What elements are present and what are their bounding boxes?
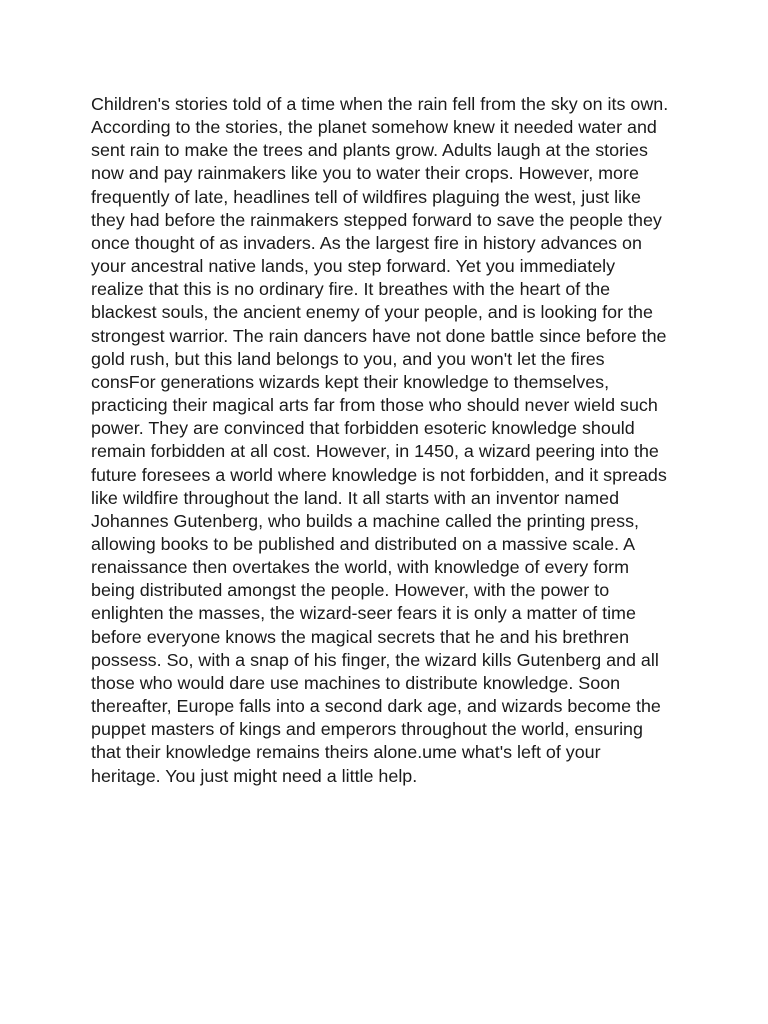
text-line: before everyone knows the magical secrets that he and his brethren (91, 626, 630, 647)
text-line: According to the stories, the planet somehow knew it needed water and (91, 117, 657, 138)
body-paragraph (91, 93, 691, 788)
text-line: thereafter, Europe falls into a second dark age, and wizards become the (91, 696, 661, 717)
text-line: strongest warrior. The rain dancers have not done battle since before the (91, 325, 667, 346)
text-line: being distributed amongst the people. However, with the power to (91, 580, 610, 601)
text-line: allowing books to be published and distributed on a massive scale. A (91, 533, 636, 554)
text-line: puppet masters of kings and emperors throughout the world, ensuring (91, 719, 643, 740)
text-line: future foresees a world where knowledge is not forbidden, and it spreads (91, 464, 667, 485)
text-line: they had before the rainmakers stepped forward to save the people they (91, 209, 662, 230)
text-line: those who would dare use machines to distribute knowledge. Soon (91, 672, 621, 693)
text-line: now and pay rainmakers like you to water their crops. However, more (91, 163, 639, 184)
text-line: consFor generations wizards kept their knowledge to themselves, (91, 371, 610, 392)
text-line: remain forbidden at all cost. However, in 1450, a wizard peering into the (91, 441, 659, 462)
text-line: possess. So, with a snap of his finger, the wizard kills Gutenberg and all (91, 649, 659, 670)
text-line: once thought of as invaders. As the largest fire in history advances on (91, 232, 642, 253)
text-line: that their knowledge remains theirs alone.ume what's left of your (91, 742, 601, 763)
text-line: Johannes Gutenberg, who builds a machine called the printing press, (91, 510, 639, 531)
text-line: Children's stories told of a time when the rain fell from the sky on its own. (91, 94, 669, 114)
text-line: like wildfire throughout the land. It all starts with an inventor named (91, 487, 620, 508)
text-line: heritage. You just might need a little help. (91, 765, 418, 786)
text-line: power. They are convinced that forbidden esoteric knowledge should (91, 418, 635, 439)
text-line: gold rush, but this land belongs to you, and you won't let the fires (91, 348, 605, 369)
text-line: your ancestral native lands, you step forward. Yet you immediately (91, 256, 616, 277)
text-line: blackest souls, the ancient enemy of your people, and is looking for the (91, 302, 653, 323)
text-line: enlighten the masses, the wizard-seer fears it is only a matter of time (91, 603, 636, 624)
text-line: sent rain to make the trees and plants grow. Adults laugh at the stories (91, 140, 648, 161)
text-line: practicing their magical arts far from those who should never wield such (91, 395, 658, 416)
text-line: renaissance then overtakes the world, with knowledge of every form (91, 557, 629, 578)
text-line: realize that this is no ordinary fire. It breathes with the heart of the (91, 279, 611, 300)
text-line: frequently of late, headlines tell of wildfires plaguing the west, just like (91, 186, 641, 207)
